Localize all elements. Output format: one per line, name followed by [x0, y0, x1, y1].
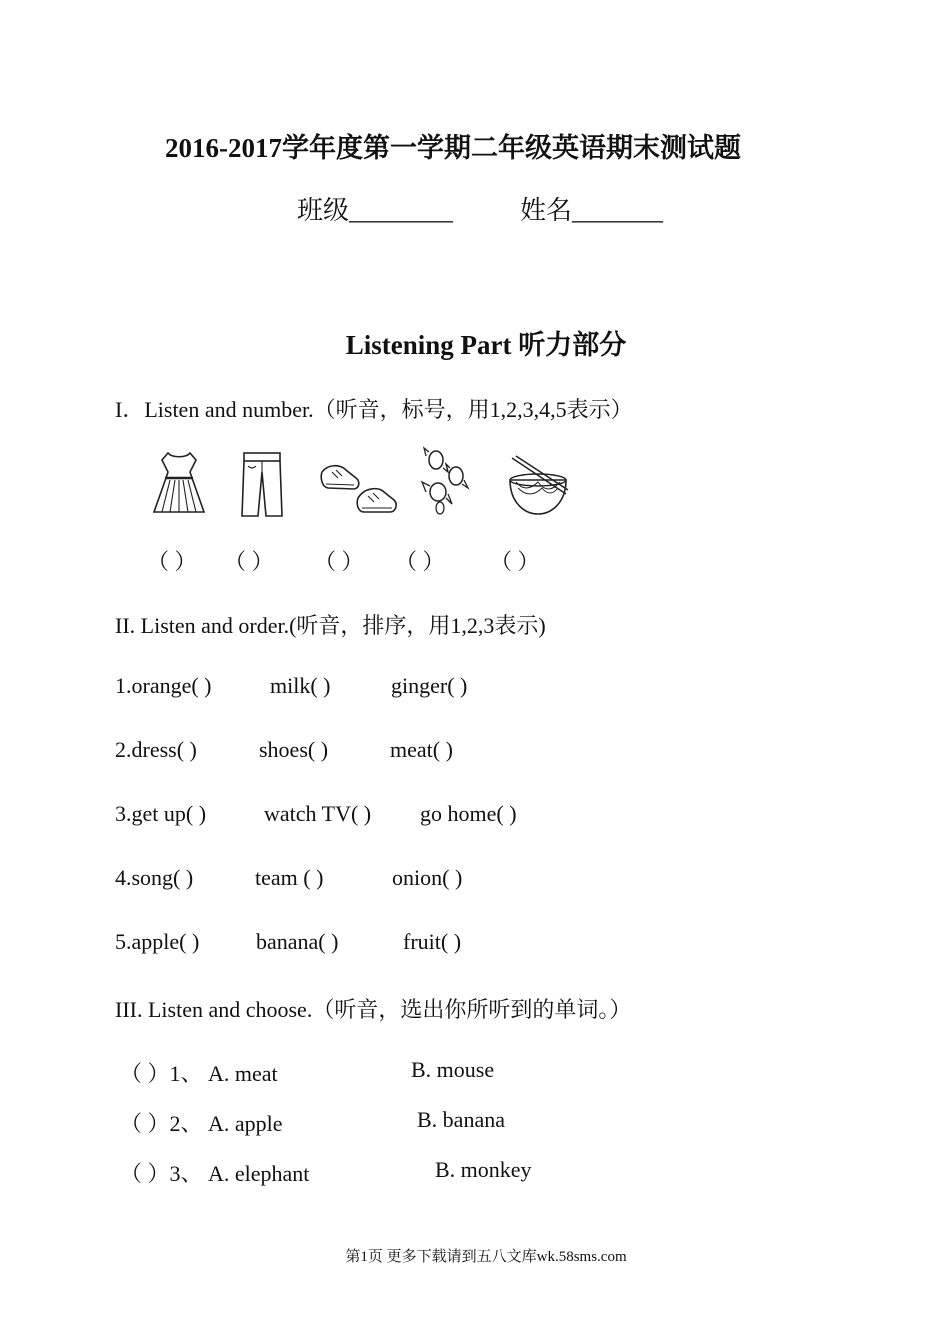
name-field-label: 姓名_______	[520, 196, 664, 225]
part2-instruction: II. Listen and order.(听音，排序，用1,2,3表示)	[115, 613, 546, 638]
order-item: 4.song( )	[115, 865, 194, 890]
order-item: 2.dress( )	[115, 737, 197, 762]
candy-icon	[416, 446, 472, 520]
page-footer: 第1页 更多下载请到五八文库wk.58sms.com	[345, 1249, 627, 1265]
order-item: 3.get up( )	[115, 801, 207, 826]
order-item: 5.apple( )	[115, 929, 200, 954]
order-item: meat( )	[390, 737, 453, 762]
choice-item-b: B. mouse	[411, 1057, 495, 1082]
choice-item-a: （ ）2、 A. apple	[120, 1111, 283, 1136]
choice-item-a: （ ）1、 A. meat	[120, 1061, 278, 1086]
pants-icon	[238, 450, 286, 520]
part1-instruction: I．Listen and number.（听音，标号，用1,2,3,4,5表示）	[115, 397, 633, 422]
class-field-label: 班级________	[297, 196, 454, 225]
order-item: team ( )	[255, 865, 324, 890]
answer-blank[interactable]: （ ）	[147, 549, 197, 574]
choice-item-b: B. banana	[417, 1107, 505, 1132]
noodles-icon	[506, 452, 570, 518]
order-item: go home( )	[420, 801, 517, 826]
order-item: milk( )	[270, 673, 331, 698]
order-item: 1.orange( )	[115, 673, 212, 698]
order-item: ginger( )	[391, 673, 468, 698]
order-item: banana( )	[256, 929, 339, 954]
shoes-icon	[318, 458, 398, 520]
answer-blank[interactable]: （ ）	[490, 549, 540, 574]
order-item: onion( )	[392, 865, 463, 890]
answer-blank[interactable]: （ ）	[395, 549, 445, 574]
choice-item-b: B. monkey	[435, 1157, 532, 1182]
answer-blank[interactable]: （ ）	[224, 549, 274, 574]
section-heading-listening: Listening Part 听力部分	[345, 330, 627, 360]
answer-blank[interactable]: （ ）	[314, 549, 364, 574]
order-item: fruit( )	[403, 929, 462, 954]
choice-item-a: （ ）3、 A. elephant	[120, 1161, 310, 1186]
order-item: watch TV( )	[264, 801, 372, 826]
order-item: shoes( )	[259, 737, 329, 762]
page-title: 2016-2017学年度第一学期二年级英语期末测试题	[165, 133, 741, 163]
part3-instruction: III. Listen and choose.（听音，选出你所听到的单词。）	[115, 997, 632, 1022]
dress-icon	[150, 450, 208, 518]
